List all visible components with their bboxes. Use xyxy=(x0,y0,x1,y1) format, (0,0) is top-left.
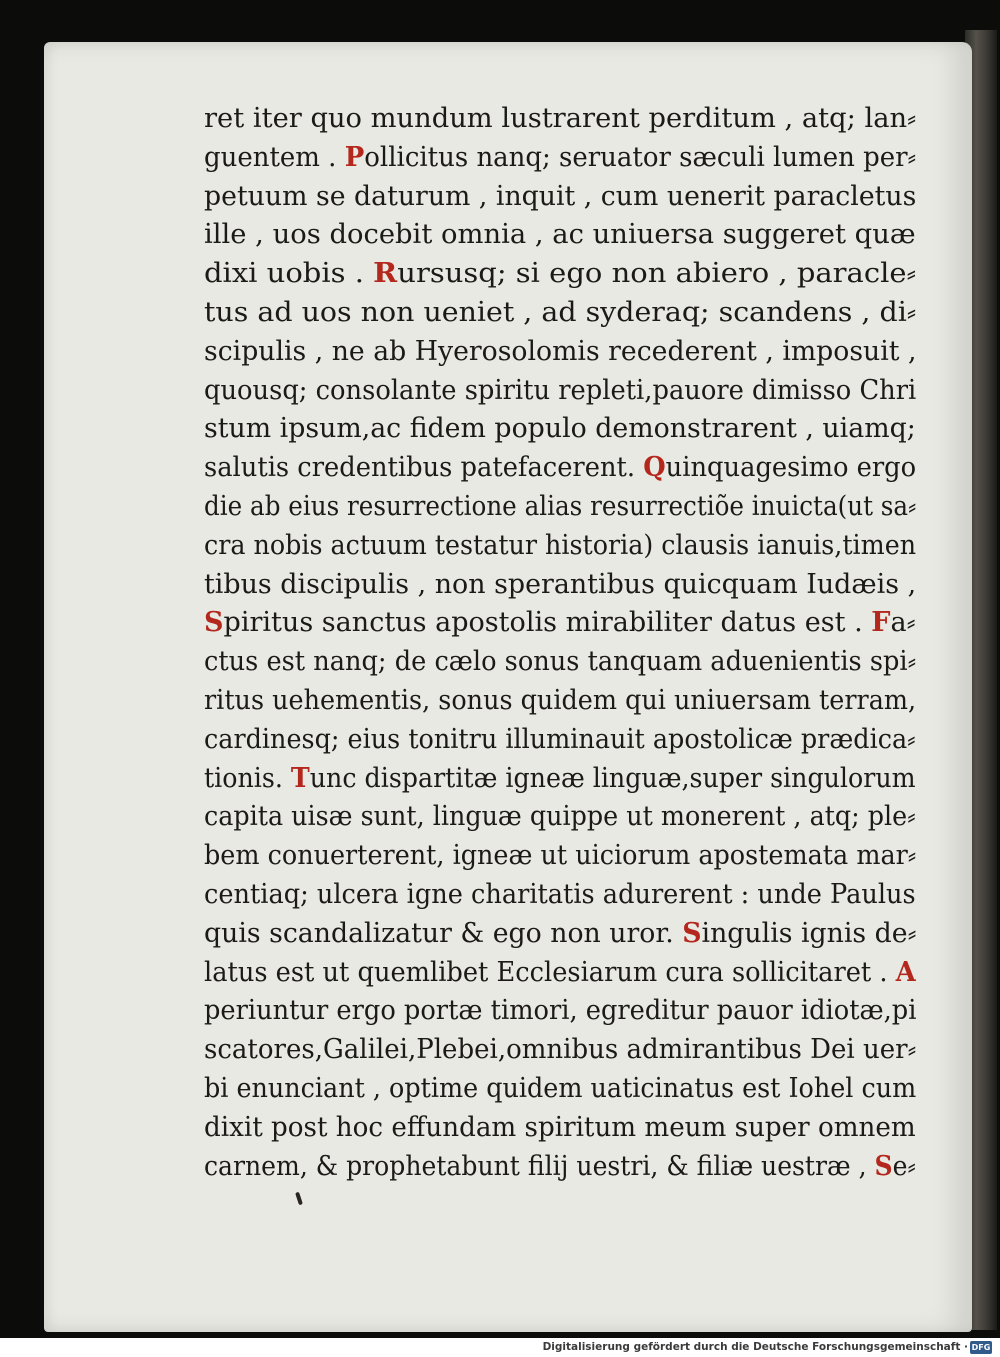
line-text: stum ipsum,ac fidem populo demonstrarent , uiamq; xyxy=(204,413,916,445)
line-text: latus est ut quemlibet Ecclesiarum cura sollicitaret . xyxy=(204,956,896,988)
latin-text-block xyxy=(204,100,916,1186)
line-text: capita uisæ sunt, linguæ quippe ut monerent , atq; ple⸗ xyxy=(204,801,916,833)
line-text: quousq; consolante spiritu repleti,pauore dimisso Chri xyxy=(204,374,917,406)
line-text: ollicitus nanq; seruator sæculi lumen per⸗ xyxy=(364,141,917,173)
line-text: ursusq; si ego non abiero , paracle⸗ xyxy=(397,258,917,290)
line-text: ingulis ignis de⸗ xyxy=(701,917,917,949)
line-text: ctus est nanq; de cælo sonus tanquam aduenientis spi⸗ xyxy=(204,646,917,678)
text-line xyxy=(204,876,916,915)
line-text: ritus uehementis, sonus quidem qui uniuersam terram, xyxy=(204,684,917,716)
line-text: tionis. xyxy=(204,762,291,794)
text-line xyxy=(204,1148,916,1187)
text-line xyxy=(204,527,917,566)
line-text: carnem, & prophetabunt filij uestri, & filiæ uestræ , xyxy=(204,1150,875,1182)
text-line xyxy=(204,1031,917,1070)
rubricated-initial: P xyxy=(344,141,365,173)
text-line xyxy=(204,682,917,721)
text-line xyxy=(204,798,916,837)
text-line xyxy=(204,721,916,760)
text-line xyxy=(204,449,917,488)
text-line xyxy=(204,760,916,799)
line-text: dixit post hoc effundam spiritum meum super omnem xyxy=(204,1111,916,1143)
line-text: piritus sanctus apostolis mirabiliter datus est . xyxy=(223,607,872,639)
rubricated-initial: S xyxy=(874,1150,893,1182)
text-line xyxy=(204,643,917,682)
line-text: petuum se daturum , inquit , cum uenerit paracletus xyxy=(204,180,917,212)
rubricated-initial: R xyxy=(373,258,398,290)
text-line xyxy=(204,1070,917,1109)
dfg-logo: DFG xyxy=(971,1343,991,1352)
text-line xyxy=(204,566,917,605)
line-text: ret iter quo mundum lustrarent perditum , atq; lan⸗ xyxy=(204,103,917,134)
line-text: dixi uobis . xyxy=(204,258,374,290)
line-text: scipulis , ne ab Hyerosolomis recederent , imposuit , xyxy=(204,335,917,367)
line-text: scatores,Galilei,Plebei,omnibus admirantibus Dei uer⸗ xyxy=(204,1034,917,1066)
line-text: e⸗ xyxy=(892,1150,916,1182)
line-text: centiaq; ulcera igne charitatis adurerent : unde Paulus xyxy=(204,878,916,910)
line-text: tus ad uos non ueniet , ad syderaq; scandens , di⸗ xyxy=(204,296,917,328)
text-line xyxy=(204,992,917,1031)
book-page xyxy=(44,42,972,1332)
line-text: cardinesq; eius tonitru illuminauit apostolicæ prædica⸗ xyxy=(204,723,916,755)
line-text: quis scandalizatur & ego non uror. xyxy=(204,917,683,949)
text-line xyxy=(204,915,917,954)
text-line xyxy=(204,837,917,876)
text-line xyxy=(204,216,926,255)
line-text: unc dispartitæ igneæ linguæ,super singulorum xyxy=(309,762,916,794)
line-text: tibus discipulis , non sperantibus quicquam Iudæis , xyxy=(204,568,917,600)
line-text: salutis credentibus patefacerent. xyxy=(204,452,644,484)
line-text: a⸗ xyxy=(890,607,916,639)
line-text: uinquagesimo ergo xyxy=(665,452,917,484)
text-line xyxy=(204,178,917,217)
rubricated-initial: S xyxy=(204,607,224,639)
rubricated-initial: T xyxy=(290,762,310,794)
line-text: guentem . xyxy=(204,141,345,173)
rubricated-initial: S xyxy=(682,917,702,949)
line-text: cra nobis actuum testatur historia) clausis ianuis,timen xyxy=(204,529,917,561)
text-line xyxy=(204,333,917,372)
rubricated-initial: A xyxy=(895,956,916,988)
text-line xyxy=(204,139,917,178)
line-text: ille , uos docebit omnia , ac uniuersa suggeret quæ xyxy=(204,219,916,251)
line-text: die ab eius resurrectione alias resurrectiõe inuicta(ut sa⸗ xyxy=(204,490,917,522)
rubricated-initial: Q xyxy=(643,452,666,484)
text-line xyxy=(204,255,969,294)
text-line xyxy=(204,100,924,139)
text-line xyxy=(204,954,916,993)
footer-credit: Digitalisierung gefördert durch die Deutsche Forschungsgemeinschaft · xyxy=(542,1341,968,1353)
line-text: bi enunciant , optime quidem uaticinatus est Iohel cum xyxy=(204,1072,917,1104)
text-line xyxy=(204,604,917,643)
line-text: bem conuerterent, igneæ ut uiciorum apostemata mar⸗ xyxy=(204,840,917,872)
text-line xyxy=(204,1109,916,1148)
rubricated-initial: F xyxy=(871,607,891,639)
text-line xyxy=(204,488,917,527)
text-line xyxy=(204,294,954,333)
line-text: periuntur ergo portæ timori, egreditur pauor idiotæ,pi xyxy=(204,995,917,1027)
text-line xyxy=(204,410,916,449)
text-line xyxy=(204,372,917,411)
